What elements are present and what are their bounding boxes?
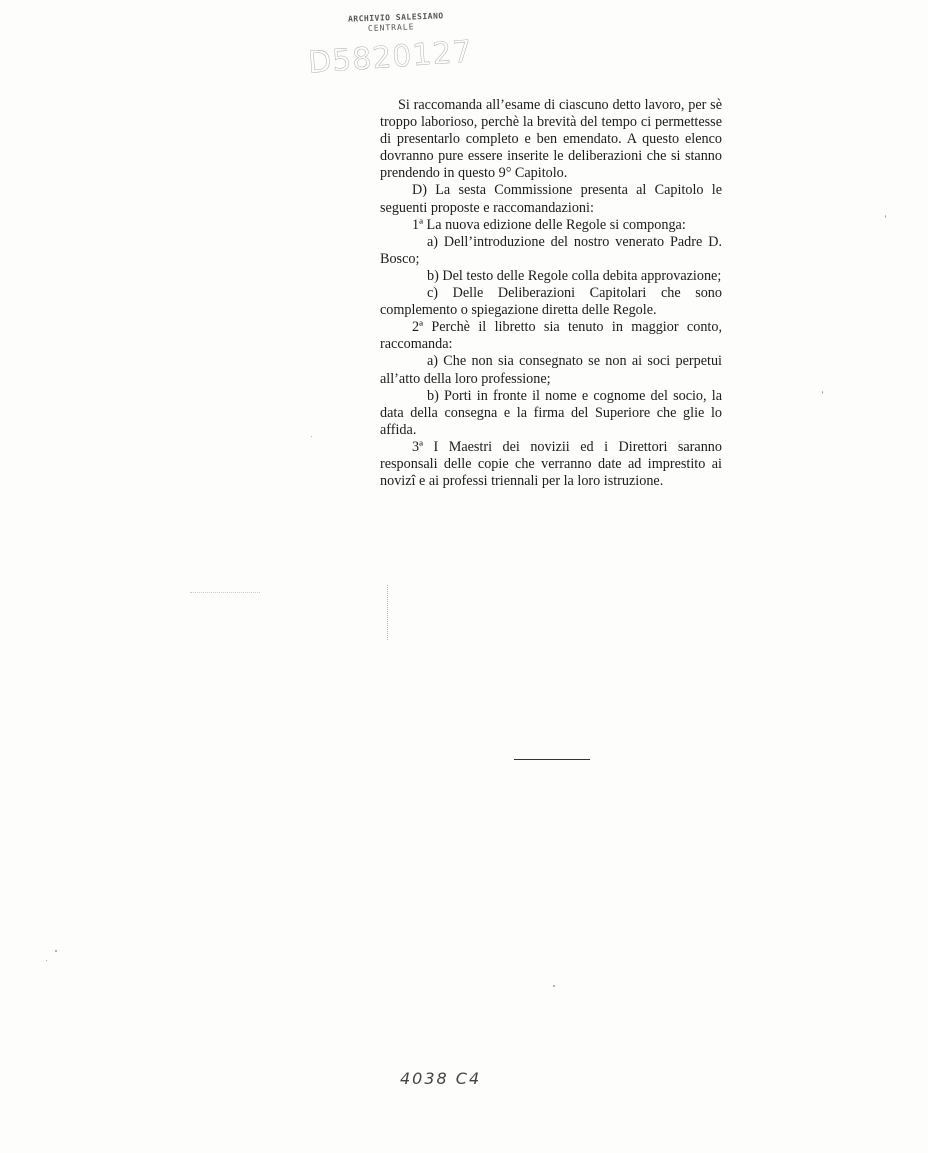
archive-code: D5820127 — [306, 34, 474, 81]
paragraph-1: Si raccomanda all’esame di ciascuno detto lavoro, per sè troppo laborioso, perchè la brevità del tempo ci permettesse di presentarlo completo e ben emendato. A questo elenco dovranno pure essere inserite le deliberazioni che si stanno prendendo in questo 9° Capitolo. — [380, 97, 722, 182]
footer-note: 4038 C4 — [400, 1069, 482, 1088]
paragraph-5: b) Del testo delle Regole colla debita approvazione; — [427, 267, 722, 284]
scan-speck — [553, 985, 555, 987]
paragraph-10: 3ª I Maestri dei novizii ed i Direttori saranno responsali delle copie che verranno date ad imprestito ai novizî e ai professi triennali per la loro istruzione. — [380, 438, 722, 490]
archive-stamp — [341, 10, 452, 35]
scan-speck — [822, 391, 823, 394]
scan-speck — [55, 950, 57, 952]
paragraph-7: 2ª Perchè il libretto sia tenuto in maggior conto, raccomanda: — [380, 319, 722, 353]
paragraph-9: b) Porti in fronte il nome e cognome del socio, la data della consegna e la firma del Superiore che glie lo affida. — [380, 387, 722, 438]
section-rule — [514, 759, 590, 760]
paragraph-6: c) Delle Deliberazioni Capitolari che sono complemento o spiegazione diretta delle Regole. — [380, 285, 722, 319]
scan-speck — [885, 215, 886, 218]
scan-artifact-horizontal — [190, 592, 260, 593]
paragraph-3: 1ª La nuova edizione delle Regole si componga: — [412, 216, 686, 233]
stamp-line-1: ARCHIVIO SALESIANO — [347, 11, 444, 24]
paragraph-2: D) La sesta Commissione presenta al Capitolo le seguenti proposte e raccomandazioni: — [380, 182, 722, 216]
document-body — [380, 97, 722, 490]
paragraph-8: a) Che non sia consegnato se non ai soci perpetui all’atto della loro professione; — [380, 353, 722, 387]
scan-speck — [311, 436, 312, 437]
stamp-line-2: CENTRALE — [367, 22, 415, 33]
paragraph-4: a) Dell’introduzione del nostro venerato Padre D. Bosco; — [380, 233, 722, 267]
scan-speck — [46, 960, 47, 961]
scan-artifact-vertical — [387, 585, 388, 640]
